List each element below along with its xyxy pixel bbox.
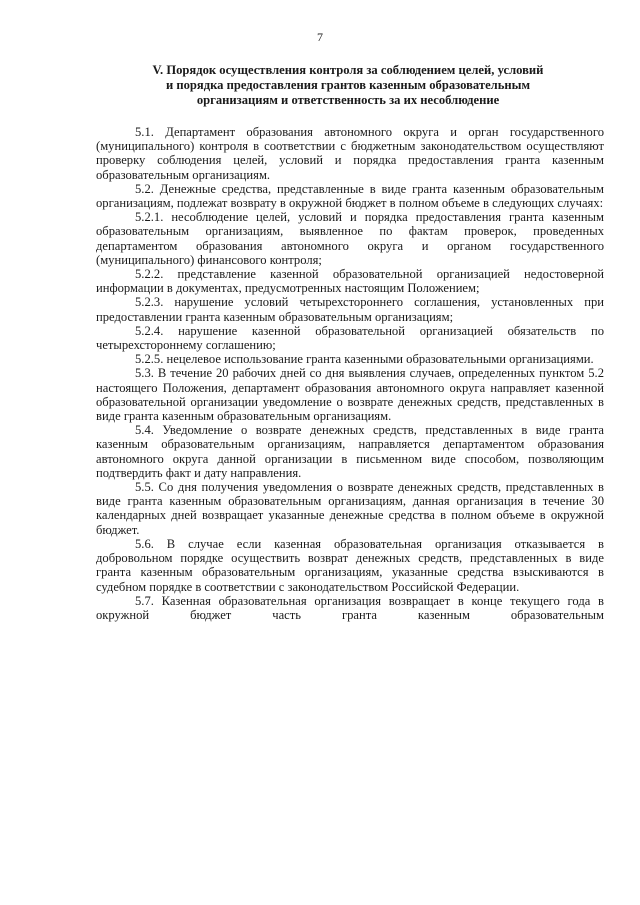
paragraph-5-2-5: 5.2.5. нецелевое использование гранта казенными образовательными организациями. [135, 352, 594, 367]
section-heading-line: V. Порядок осуществления контроля за соблюдением целей, условий [152, 63, 544, 77]
paragraph-5-1: 5.1. Департамент образования автономного округа и орган государственного (муниципального) контроля в соответствии с бюджетным законодательством осуществляют проверку соблюдения целей, условий и порядка предоставления гранта казенным образовательным организациям. [96, 125, 604, 182]
paragraph-5-4: 5.4. Уведомление о возврате денежных средств, представленных в виде гранта казенным образовательным организациям, направляется департаментом образования автономного округа данной организации в письменном виде способом, позволяющим подтвердить факт и дату направления. [96, 423, 604, 480]
section-heading [100, 63, 596, 108]
paragraph-5-2-3: 5.2.3. нарушение условий четырехстороннего соглашения, установленных при предоставлении гранта казенным образовательным организациям; [96, 295, 604, 324]
paragraph-5-6: 5.6. В случае если казенная образовательная организация отказывается в добровольном порядке осуществить возврат денежных средств, представленных в виде гранта казенным образовательным организациям, указанные средства взыскиваются в судебном порядке в соответствии с законодательством Российской Федерации. [96, 536, 604, 594]
document-body [96, 125, 604, 622]
section-heading-line: организациям и ответственность за их несоблюдение [196, 93, 500, 107]
paragraph-5-7: 5.7. Казенная образовательная организация возвращает в конце текущего года в окружной бюджет часть гранта казенным образовательным [96, 593, 604, 622]
section-heading-line: и порядка предоставления грантов казенным образовательным [165, 78, 531, 92]
paragraph-5-5: 5.5. Со дня получения уведомления о возврате денежных средств, представленных в виде гранта казенным образовательным организациям, данная организация в течение 30 календарных дней возвращает указанные денежные средства в полном объеме в окружной бюджет. [96, 480, 604, 537]
paragraph-5-2-2: 5.2.2. представление казенной образовательной организацией недостоверной информации в документах, предусмотренных настоящим Положением; [96, 267, 604, 296]
paragraph-5-2-4: 5.2.4. нарушение казенной образовательной организацией обязательств по четырехстороннему соглашению; [96, 323, 604, 353]
paragraph-5-2: 5.2. Денежные средства, представленные в виде гранта казенным образовательным организациям, подлежат возврату в окружной бюджет в полном объеме в следующих случаях: [96, 181, 604, 211]
paragraph-5-3: 5.3. В течение 20 рабочих дней со дня выявления случаев, определенных пунктом 5.2 настоящего Положения, департамент образования автономного округа направляет казенной образовательной организации уведомление о возврате денежных средств, представленных в виде гранта казенным образовательным организациям. [96, 366, 604, 424]
page-number: 7 [317, 30, 323, 44]
paragraph-5-2-1: 5.2.1. несоблюдение целей, условий и порядка предоставления гранта казенным образовательным организациям, выявленное по фактам проверок, проведенных департаментом образования автономного округа и органом государственного (муниципального) финансового контроля; [96, 210, 604, 267]
